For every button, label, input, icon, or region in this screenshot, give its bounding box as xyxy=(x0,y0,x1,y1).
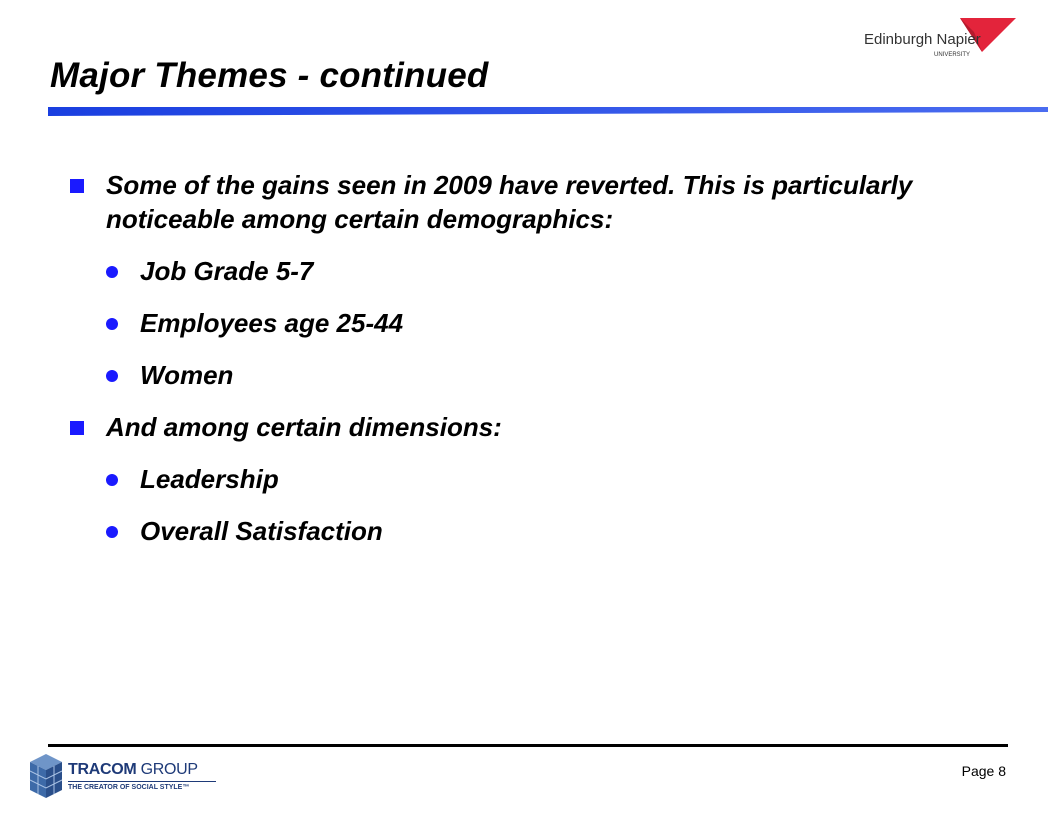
footer-divider xyxy=(48,744,1008,747)
company-tagline: THE CREATOR OF SOCIAL STYLE™ xyxy=(68,784,190,791)
round-bullet-icon xyxy=(106,266,118,278)
company-brand xyxy=(68,761,198,779)
title-underline-bar xyxy=(48,107,1048,116)
sub-bullet-text: Employees age 25-44 xyxy=(140,308,404,338)
university-logo xyxy=(862,14,1022,62)
sub-bullet-text: Overall Satisfaction xyxy=(140,516,383,546)
round-bullet-icon xyxy=(106,318,118,330)
logo-name: Edinburgh Napier xyxy=(864,31,981,48)
section-bullet xyxy=(70,168,1010,236)
sub-bullet xyxy=(70,306,1010,340)
section-text: Some of the gains seen in 2009 have reverted. This is particularly noticeable among certain demographics: xyxy=(106,170,913,234)
sub-bullet xyxy=(70,462,1010,496)
section-bullet xyxy=(70,410,1010,444)
page-number: Page 8 xyxy=(961,763,1006,779)
section-text: And among certain dimensions: xyxy=(106,412,502,442)
company-brand-divider xyxy=(68,781,216,782)
square-bullet-icon xyxy=(70,179,84,193)
sub-bullet xyxy=(70,514,1010,548)
round-bullet-icon xyxy=(106,370,118,382)
sub-bullet-text: Leadership xyxy=(140,464,279,494)
title-underline-graphic xyxy=(48,107,1048,116)
company-brand-name: TRACOM xyxy=(68,761,137,778)
sub-bullet-text: Women xyxy=(140,360,234,390)
square-bullet-icon xyxy=(70,421,84,435)
sub-bullet xyxy=(70,358,1010,392)
slide-content xyxy=(70,168,1010,548)
round-bullet-icon xyxy=(106,474,118,486)
sub-bullet xyxy=(70,254,1010,288)
company-logo xyxy=(26,752,216,804)
company-brand-group: GROUP xyxy=(140,761,198,778)
logo-subtitle: UNIVERSITY xyxy=(934,52,971,58)
university-logo-graphic xyxy=(862,14,1022,62)
title-underline xyxy=(48,107,1048,116)
cube-logo-icon xyxy=(26,752,66,802)
sub-bullet-text: Job Grade 5-7 xyxy=(140,256,314,286)
page-title: Major Themes - continued xyxy=(50,56,489,95)
round-bullet-icon xyxy=(106,526,118,538)
